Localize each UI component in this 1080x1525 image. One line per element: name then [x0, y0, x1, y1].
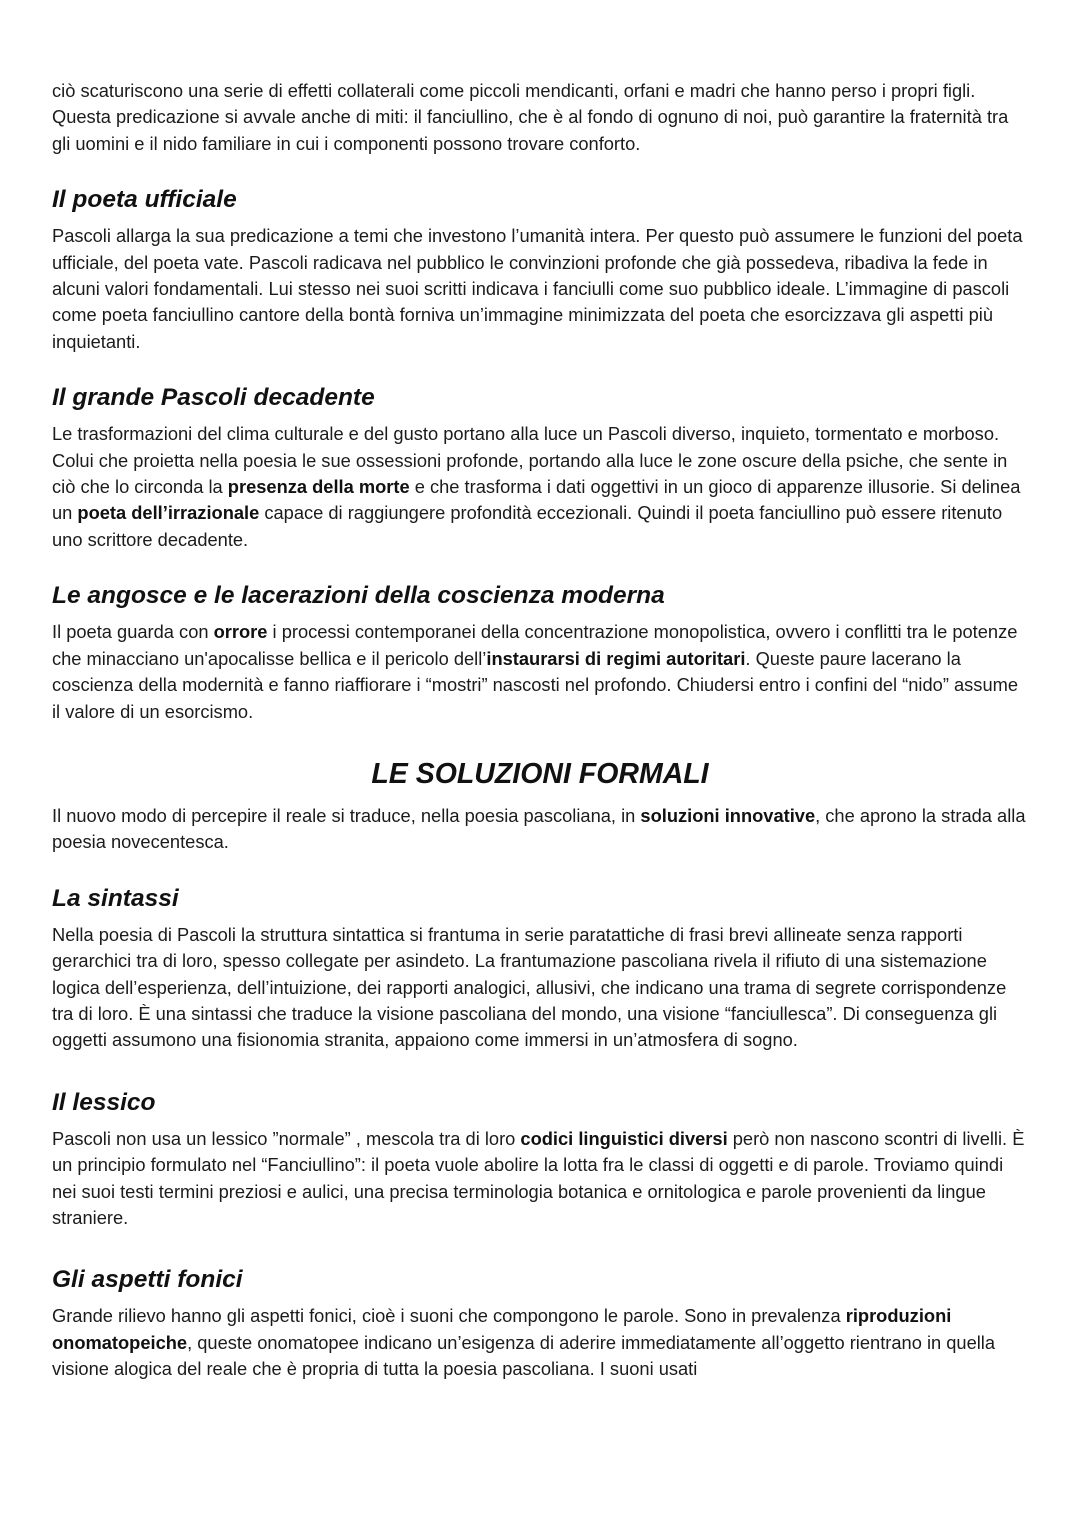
bold-text-run: riproduzioni onomatopeiche — [52, 1305, 952, 1353]
bold-text-run: instaurarsi di regimi autoritari — [486, 647, 746, 669]
heading-aspetti-fonici: Gli aspetti fonici — [52, 1266, 243, 1294]
sintassi-paragraph — [52, 922, 1028, 1054]
text-run: Il poeta guarda con — [52, 621, 214, 643]
angosce-paragraph — [52, 619, 1028, 725]
intro-paragraph — [52, 78, 1028, 157]
soluzioni-formali-paragraph — [52, 803, 1028, 856]
heading-poeta-ufficiale: Il poeta ufficiale — [52, 186, 237, 214]
text-run: Il nuovo modo di percepire il reale si traduce, nella poesia pascoliana, in — [52, 804, 641, 826]
text-run: i processi contemporanei della concentrazione monopolistica, ovvero i conflitti tra le potenze che minacciano un'apocalisse bellica e il pericolo dell’ — [52, 621, 1018, 669]
bold-text-run: orrore — [213, 621, 268, 643]
text-run: ciò scaturiscono una serie di effetti collaterali come piccoli mendicanti, orfani e madri che hanno perso i propri figli. Questa predicazione si avvale anche di miti: il fanciullino, che è al fondo di ognuno di noi, può garantire la fraternità tra gli uomini e il nido familiare in cui i componenti possono trovare conforto. — [52, 80, 1009, 154]
text-run: capace di raggiungere profondità eccezionali. Quindi il poeta fanciullino può essere ritenuto uno scrittore decadente. — [52, 502, 1003, 550]
pascoli-decadente-paragraph — [52, 421, 1028, 553]
lessico-paragraph — [52, 1126, 1028, 1232]
poeta-ufficiale-paragraph — [52, 223, 1028, 355]
heading-lessico: Il lessico — [52, 1088, 156, 1116]
text-run: Le trasformazioni del clima culturale e del gusto portano alla luce un Pascoli diverso, inquieto, tormentato e morboso. Colui che proietta nella poesia le sue ossessioni profonde, portando alla luce le zone oscure della psiche, che sente in ciò che lo circonda la — [52, 423, 1008, 498]
text-run: , che aprono la strada alla poesia novecentesca. — [52, 804, 1026, 853]
text-run: Grande rilievo hanno gli aspetti fonici, cioè i suoni che compongono le parole. Sono in prevalenza — [52, 1305, 846, 1327]
text-run: però non nascono scontri di livelli. È un principio formulato nel “Fanciullino”: il poeta vuole abolire la lotta fra le classi di oggetti e di parole. Troviamo quindi nei suoi testi termini preziosi e aulici, una precisa terminologia botanica e ornitologica e parole provenienti da lingue straniere. — [52, 1127, 1025, 1228]
text-run: Pascoli allarga la sua predicazione a temi che investono l’umanità intera. Per questo può assumere le funzioni del poeta ufficiale, del poeta vate. Pascoli radicava nel pubblico le convinzioni profonde che già possedeva, ribadiva la fede in alcuni valori fondamentali. Lui stesso nei suoi scritti indicava i fanciulli come suo pubblico ideale. L’immagine di pascoli come poeta fanciullino cantore della bontà forniva un’immagine minimizzata del poeta che esorcizzava gli aspetti più inquietanti. — [52, 225, 1023, 352]
bold-text-run: presenza della morte — [227, 476, 410, 498]
text-run: Pascoli non usa un lessico ”normale” , mescola tra di loro — [52, 1127, 521, 1149]
bold-text-run: codici linguistici diversi — [520, 1127, 728, 1149]
bold-text-run: poeta dell’irrazionale — [77, 502, 260, 524]
text-run: e che trasforma i dati oggettivi in un gioco di apparenze illusorie. Si delinea un — [52, 476, 1021, 524]
heading-pascoli-decadente: Il grande Pascoli decadente — [52, 384, 375, 412]
text-run: . Queste paure lacerano la coscienza della modernità e fanno riaffiorare i “mostri” nascosti nel profondo. Chiudersi entro i confini del “nido” assume il valore di un esorcismo. — [52, 647, 1019, 722]
aspetti-fonici-paragraph — [52, 1303, 1028, 1382]
section-title-soluzioni-formali: LE SOLUZIONI FORMALI — [371, 757, 709, 790]
heading-angosce: Le angosce e le lacerazioni della coscienza moderna — [52, 582, 665, 610]
text-run: Nella poesia di Pascoli la struttura sintattica si frantuma in serie paratattiche di frasi brevi allineate senza rapporti gerarchici tra di loro, spesso collegate per asindeto. La frantumazione pascoliana rivela il rifiuto di una sistemazione logica dell’esperienza, dell’intuizione, dei rapporti analogici, allusivi, che indicano una trama di segrete corrispondenze tra di loro. È una sintassi che traduce la visione pascoliana del mondo, una visione “fanciullesca”. Di conseguenza gli oggetti assumono una fisionomia stranita, appaiono come immersi in un’atmosfera di sogno. — [52, 923, 1007, 1051]
text-run: , queste onomatopee indicano un’esigenza di aderire immediatamente all’oggetto rientrano in quella visione alogica del reale che è propria di tutta la poesia pascoliana. I suoni usati — [52, 1331, 996, 1380]
heading-sintassi: La sintassi — [52, 884, 179, 912]
bold-text-run: soluzioni innovative — [640, 804, 816, 826]
